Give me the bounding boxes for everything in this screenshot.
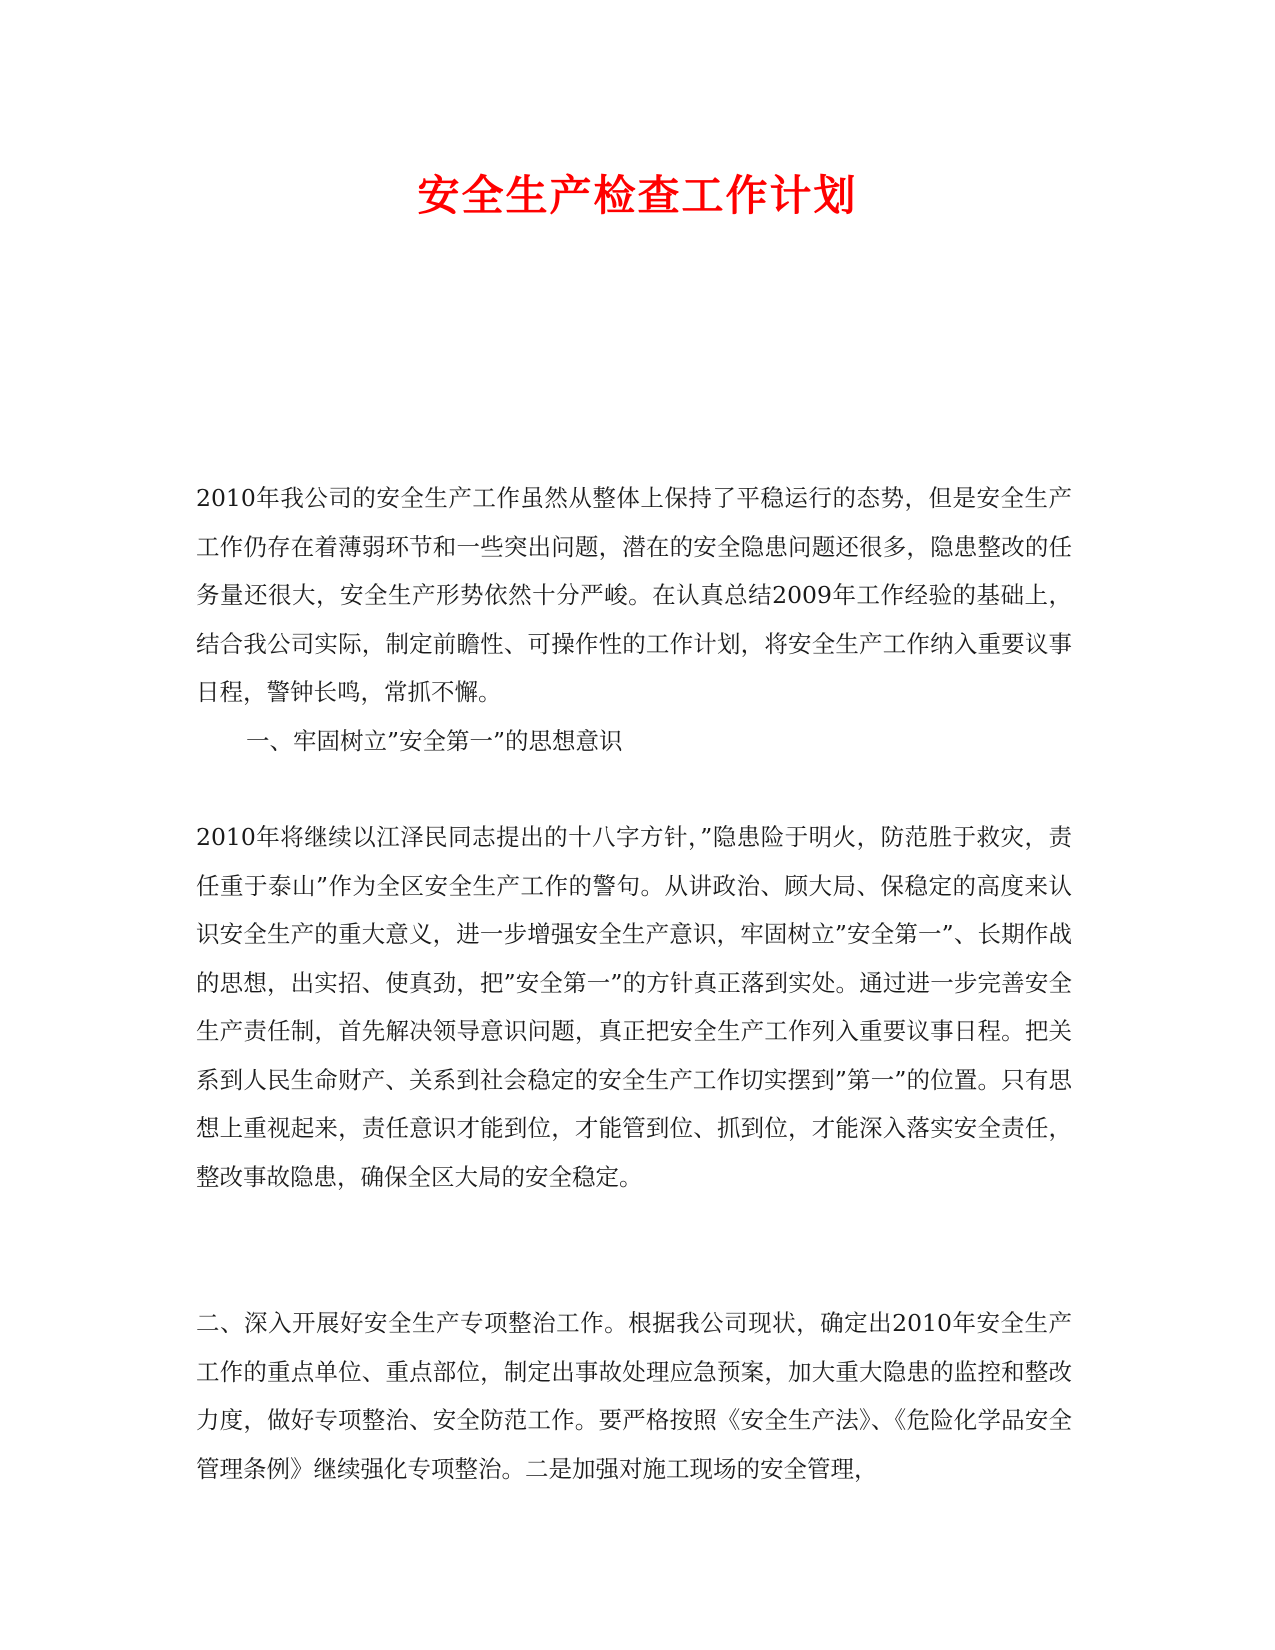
document-title: 安全生产检查工作计划 <box>417 171 858 220</box>
section-2-paragraph: 二、深入开展好安全生产专项整治工作。根据我公司现状，确定出2010年安全生产工作的重点单位、重点部位，制定出事故处理应急预案，加大重大隐患的监控和整改力度，做好专项整治、安全防范工作。要严格按照《安全生产法》、《危险化学品安全管理条例》继续强化专项整治。二是加强对施工现场的安全管理， <box>196 1309 1072 1483</box>
section-heading-1: 一、牢固树立”安全第一”的思想意识 <box>246 727 623 755</box>
intro-paragraph: 2010年我公司的安全生产工作虽然从整体上保持了平稳运行的态势，但是安全生产工作仍存在着薄弱环节和一些突出问题，潜在的安全隐患问题还很多，隐患整改的任务量还很大，安全生产形势依然十分严峻。在认真总结2009年工作经验的基础上，结合我公司实际，制定前瞻性、可操作性的工作计划，将安全生产工作纳入重要议事日程，警钟长鸣，常抓不懈。 <box>196 484 1072 706</box>
section-1-paragraph: 2010年将继续以江泽民同志提出的十八字方针，”隐患险于明火，防范胜于救灾，责任重于泰山”作为全区安全生产工作的警句。从讲政治、顾大局、保稳定的高度来认识安全生产的重大意义，进一步增强安全生产意识，牢固树立”安全第一”、长期作战的思想，出实招、使真劲，把”安全第一”的方针真正落到实处。通过进一步完善安全生产责任制，首先解决领导意识问题，真正把安全生产工作列入重要议事日程。把关系到人民生命财产、关系到社会稳定的安全生产工作切实摆到”第一”的位置。只有思想上重视起来，责任意识才能到位，才能管到位、抓到位，才能深入落实安全责任，整改事故隐患，确保全区大局的安全稳定。 <box>196 823 1072 1191</box>
